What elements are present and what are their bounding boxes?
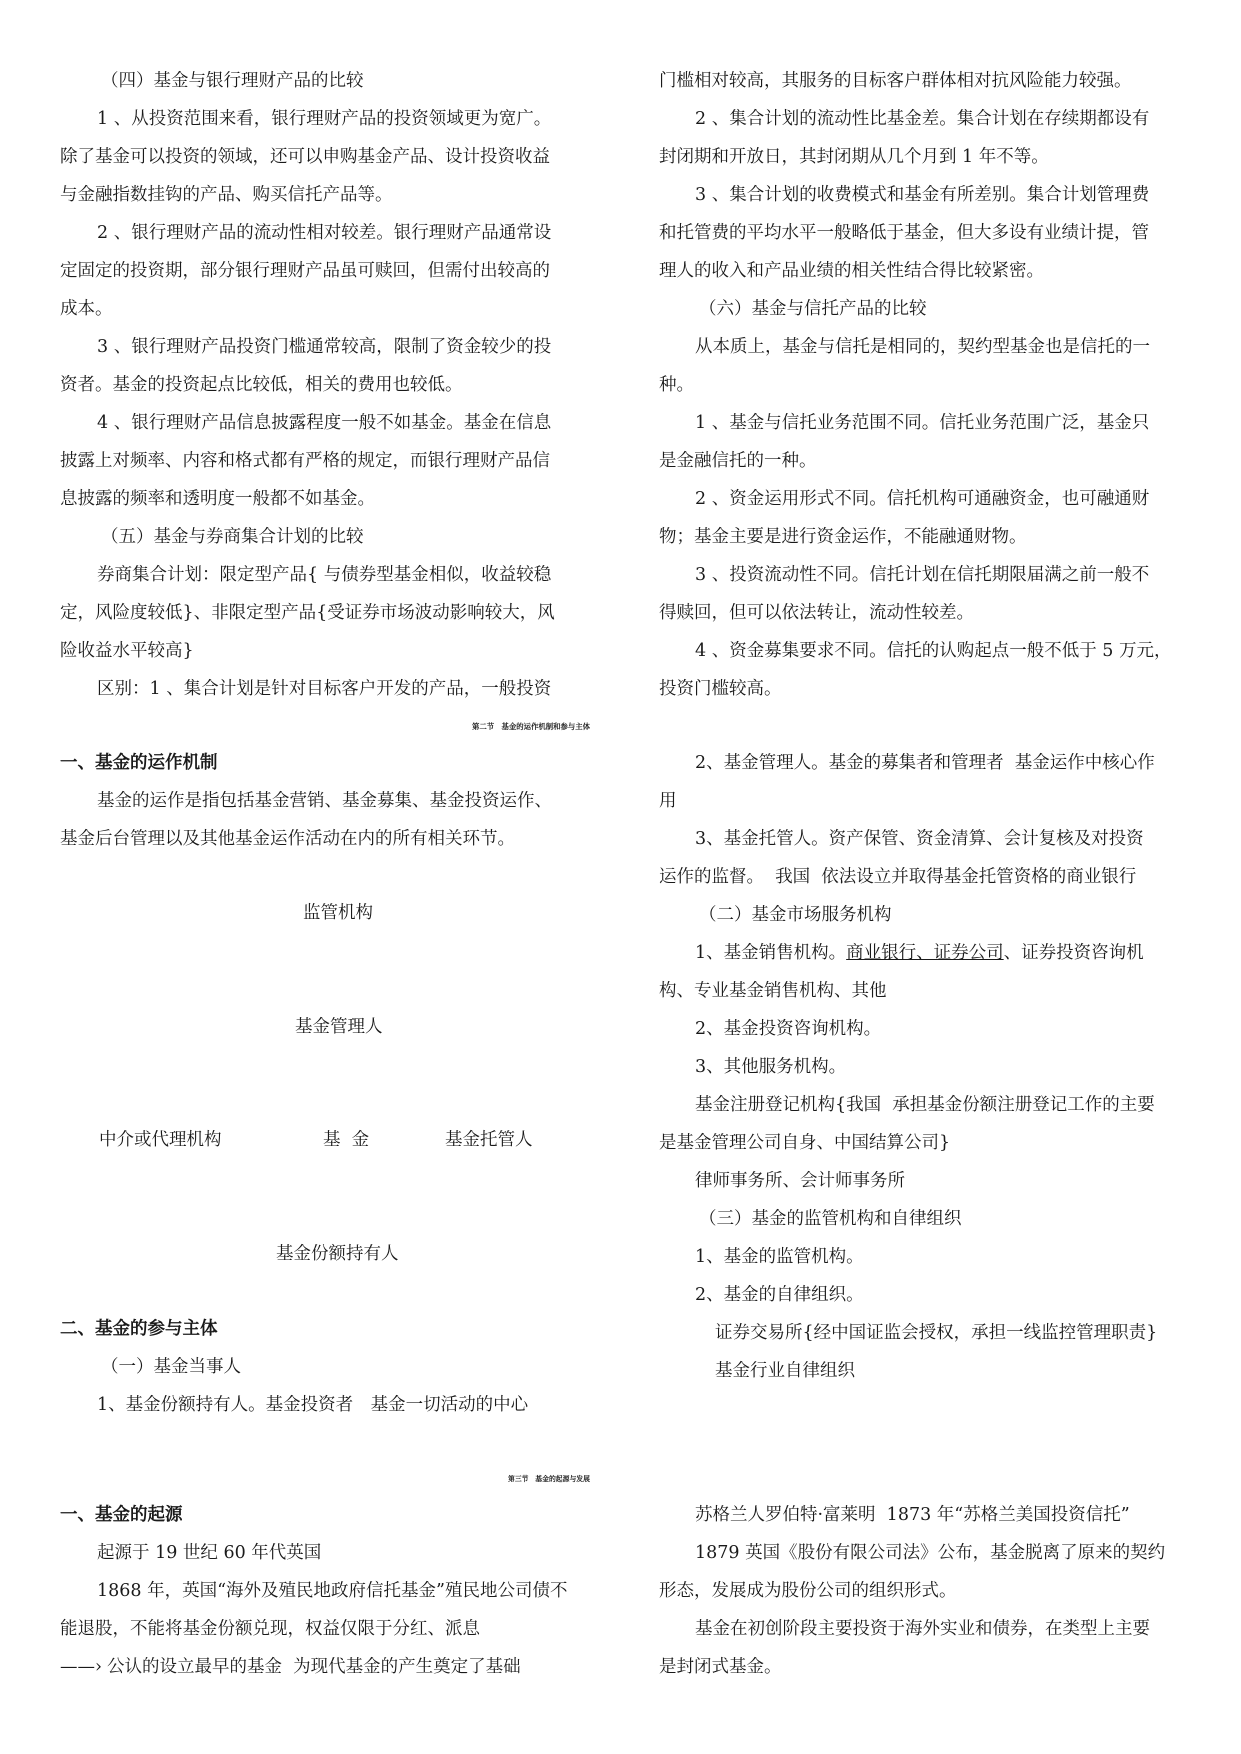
heading-fund-participants: 二、基金的参与主体	[60, 1319, 218, 1339]
paragraph-line: 1 、基金与信托业务范围不同。信托业务范围广泛，基金只	[695, 413, 1150, 433]
paragraph-line: 4 、银行理财产品信息披露程度一般不如基金。基金在信息	[97, 413, 552, 433]
paragraph-line: 基金注册登记机构{我国 承担基金份额注册登记工作的主要	[695, 1095, 1155, 1115]
paragraph-line: 种。	[659, 375, 694, 395]
paragraph-line: 券商集合计划：限定型产品{ 与债券型基金相似，收益较稳	[97, 565, 552, 585]
paragraph-line: 起源于 19 世纪 60 年代英国	[97, 1543, 322, 1563]
paragraph-line: 用	[659, 791, 677, 811]
paragraph-line: 1、基金的监管机构。	[695, 1247, 864, 1267]
paragraph-line: 区别：1 、集合计划是针对目标客户开发的产品，一般投资	[97, 679, 552, 699]
paragraph-line: 3 、投资流动性不同。信托计划在信托期限届满之前一般不	[695, 565, 1150, 585]
paragraph-line: 息披露的频率和透明度一般都不如基金。	[60, 489, 375, 509]
text-segment: 1、基金销售机构。	[695, 943, 847, 963]
subheading-regulators: （三）基金的监管机构和自律组织	[699, 1209, 962, 1229]
paragraph-line: 2 、银行理财产品的流动性相对较差。银行理财产品通常设	[97, 223, 552, 243]
subheading-fund-parties: （一）基金当事人	[101, 1357, 241, 1377]
paragraph-line: 是封闭式基金。	[659, 1657, 782, 1677]
paragraph-line: 和托管费的平均水平一般略低于基金，但大多设有业绩计提，管	[659, 223, 1149, 243]
paragraph-line: 公认的设立最早的基金 为现代基金的产生奠定了基础	[107, 1657, 521, 1677]
diagram-node-fund: 基 金	[323, 1130, 370, 1150]
underlined-text: 商业银行、证券公司	[846, 943, 1004, 963]
heading-fund-vs-broker: （五）基金与券商集合计划的比较	[101, 527, 364, 547]
subheading-service-orgs: （二）基金市场服务机构	[699, 905, 892, 925]
paragraph-line: 3 、银行理财产品投资门槛通常较高，限制了资金较少的投	[97, 337, 552, 357]
paragraph-line: 1879 英国《股份有限公司法》公布，基金脱离了原来的契约	[695, 1543, 1166, 1563]
paragraph-line: 定固定的投资期，部分银行理财产品虽可赎回，但需付出较高的	[60, 261, 550, 281]
diagram-node-manager: 基金管理人	[295, 1017, 383, 1037]
paragraph-line: 是基金管理公司自身、中国结算公司}	[659, 1133, 951, 1153]
paragraph-line: 与金融指数挂钩的产品、购买信托产品等。	[60, 185, 393, 205]
paragraph-line: 1 、从投资范围来看，银行理财产品的投资领域更为宽广。	[97, 109, 552, 129]
paragraph-line: 3 、集合计划的收费模式和基金有所差别。集合计划管理费	[695, 185, 1150, 205]
paragraph-line: 门槛相对较高，其服务的目标客户群体相对抗风险能力较强。	[659, 71, 1132, 91]
paragraph-line: 苏格兰人罗伯特·富莱明 1873 年“苏格兰美国投资信托”	[695, 1505, 1130, 1525]
paragraph-line: 资者。基金的投资起点比较低，相关的费用也较低。	[60, 375, 463, 395]
paragraph-line: 基金后台管理以及其他基金运作活动在内的所有相关环节。	[60, 829, 515, 849]
paragraph-line: 运作的监督。 我国 依法设立并取得基金托管资格的商业银行	[659, 867, 1137, 887]
diagram-node-agent: 中介或代理机构	[99, 1130, 222, 1150]
heading-fund-operation: 一、基金的运作机制	[60, 753, 218, 773]
paragraph-line: 1868 年，英国“海外及殖民地政府信托基金”殖民地公司债不	[97, 1581, 568, 1601]
paragraph-line: 是金融信托的一种。	[659, 451, 817, 471]
paragraph-line	[695, 942, 1144, 964]
paragraph-line: 形态，发展成为股份公司的组织形式。	[659, 1581, 957, 1601]
paragraph-line: 2、基金投资咨询机构。	[695, 1019, 882, 1039]
paragraph-line: 2 、资金运用形式不同。信托机构可通融资金，也可融通财	[695, 489, 1150, 509]
diagram-node-holder: 基金份额持有人	[276, 1244, 399, 1264]
paragraph-line: 得赎回，但可以依法转让，流动性较差。	[659, 603, 974, 623]
paragraph-line: 基金在初创阶段主要投资于海外实业和债券，在类型上主要	[695, 1619, 1150, 1639]
paragraph-line: 投资门槛较高。	[659, 679, 782, 699]
heading-fund-vs-trust: （六）基金与信托产品的比较	[699, 299, 927, 319]
paragraph-line: 除了基金可以投资的领域，还可以申购基金产品、设计投资收益	[60, 147, 550, 167]
paragraph-line: 2 、集合计划的流动性比基金差。集合计划在存续期都设有	[695, 109, 1150, 129]
paragraph-line: 成本。	[60, 299, 113, 319]
text-segment: 、证券投资咨询机	[1003, 943, 1144, 963]
diagram-node-regulator: 监管机构	[303, 903, 373, 923]
section-title-3: 第三节 基金的起源与发展	[508, 1475, 590, 1483]
heading-fund-vs-bank: （四）基金与银行理财产品的比较	[101, 71, 364, 91]
paragraph-line: 1、基金份额持有人。基金投资者 基金一切活动的中心	[97, 1395, 529, 1415]
paragraph-line: 3、其他服务机构。	[695, 1057, 847, 1077]
paragraph-line: 从本质上，基金与信托是相同的，契约型基金也是信托的一	[695, 337, 1150, 357]
diagram-node-custodian: 基金托管人	[445, 1130, 533, 1150]
paragraph-line: 定，风险度较低}、非限定型产品{受证券市场波动影响较大，风	[60, 603, 555, 623]
paragraph-line: 理人的收入和产品业绩的相关性结合得比较紧密。	[659, 261, 1044, 281]
paragraph-line: 4 、资金募集要求不同。信托的认购起点一般不低于 5 万元，	[695, 641, 1172, 661]
paragraph-line: 律师事务所、会计师事务所	[695, 1171, 905, 1191]
paragraph-line: 构、专业基金销售机构、其他	[659, 981, 887, 1001]
paragraph-line: 2、基金的自律组织。	[695, 1285, 864, 1305]
paragraph-line: 封闭期和开放日，其封闭期从几个月到 1 年不等。	[659, 147, 1049, 167]
paragraph-line: 披露上对频率、内容和格式都有严格的规定，而银行理财产品信	[60, 451, 550, 471]
paragraph-line: 物；基金主要是进行资金运作，不能融通财物。	[659, 527, 1027, 547]
section-title-2: 第二节 基金的运作机制和参与主体	[472, 722, 590, 731]
paragraph-line: 基金行业自律组织	[715, 1361, 855, 1381]
paragraph-line: 基金的运作是指包括基金营销、基金募集、基金投资运作、	[97, 791, 552, 811]
paragraph-line: 3、基金托管人。资产保管、资金清算、会计复核及对投资	[695, 829, 1144, 849]
paragraph-line: 险收益水平较高}	[60, 641, 194, 661]
arrow-icon: ——›	[60, 1657, 102, 1677]
paragraph-line: 能退股，不能将基金份额兑现，权益仅限于分红、派息	[60, 1619, 480, 1639]
heading-fund-origin: 一、基金的起源	[60, 1505, 183, 1525]
paragraph-line: 证券交易所{经中国证监会授权，承担一线监控管理职责}	[715, 1323, 1158, 1343]
paragraph-line: 2、基金管理人。基金的募集者和管理者 基金运作中核心作	[695, 753, 1155, 773]
